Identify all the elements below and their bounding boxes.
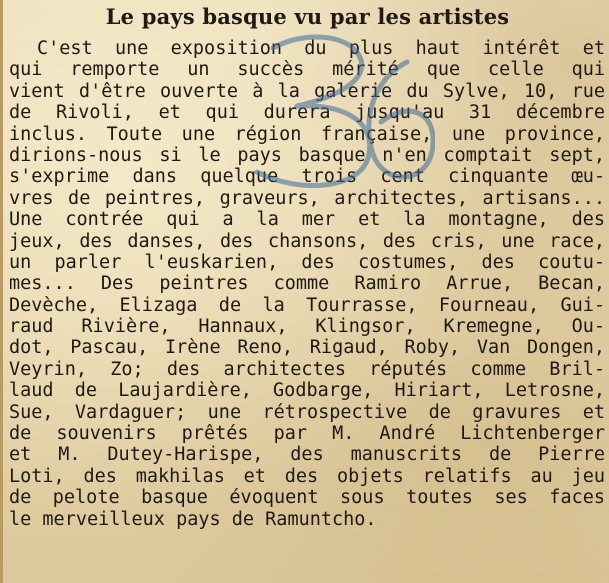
article-line: jeux, des danses, des chansons, des cris, une race, bbox=[9, 230, 605, 252]
article-line: le merveilleux pays de Ramuntcho. bbox=[9, 508, 377, 530]
article-line: C'est une exposition du plus haut intérêt et bbox=[37, 38, 605, 59]
article-line: dirions-nous si le pays basque n'en comptait sept, bbox=[9, 144, 605, 166]
article-line: raud Rivière, Hannaux, Klingsor, Kremegne, Ou- bbox=[9, 316, 605, 338]
article-line: mes... Des peintres comme Ramiro Arrue, Becan, bbox=[9, 273, 605, 295]
article-line: Loti, des makhilas et des objets relatifs au jeu bbox=[9, 465, 605, 487]
article-line: dot, Pascau, Irène Reno, Rigaud, Roby, Van Dongen, bbox=[9, 337, 605, 359]
article-title: Le pays basque vu par les artistes bbox=[105, 4, 510, 29]
article-line: Veyrin, Zo; des architectes réputés comme Bril- bbox=[9, 358, 605, 380]
article-line: qui remporte un succès mérité que celle qui bbox=[9, 59, 605, 81]
article-line: laud de Laujardière, Godbarge, Hiriart, Letrosne, bbox=[9, 380, 605, 402]
article-line: vres de peintres, graveurs, architectes, artisans... bbox=[9, 187, 605, 209]
article-line: de pelote basque évoquent sous toutes ses faces bbox=[9, 487, 605, 509]
article-line: un parler l'euskarien, des costumes, des coutu- bbox=[9, 251, 605, 273]
article-line: vient d'être ouverte à la galerie du Sylve, 10, rue bbox=[9, 80, 605, 102]
article-line: Une contrée qui a la mer et la montagne, des bbox=[9, 209, 605, 231]
article-line: de souvenirs prêtés par M. André Lichtenberger bbox=[9, 423, 605, 445]
article-line: inclus. Toute une région française, une province, bbox=[9, 123, 605, 145]
article-line: Devèche, Elizaga de la Tourrasse, Fourneau, Gui- bbox=[9, 294, 605, 316]
article-line: de Rivoli, et qui durera jusqu'au 31 décembre bbox=[9, 102, 605, 124]
article-line: Sue, Vardaguer; une rétrospective de gravures et bbox=[9, 401, 605, 423]
article-body bbox=[9, 38, 605, 530]
article-line: s'exprime dans quelque trois cent cinquante œu- bbox=[9, 166, 605, 188]
article-line: et M. Dutey-Harispe, des manuscrits de Pierre bbox=[9, 444, 605, 466]
